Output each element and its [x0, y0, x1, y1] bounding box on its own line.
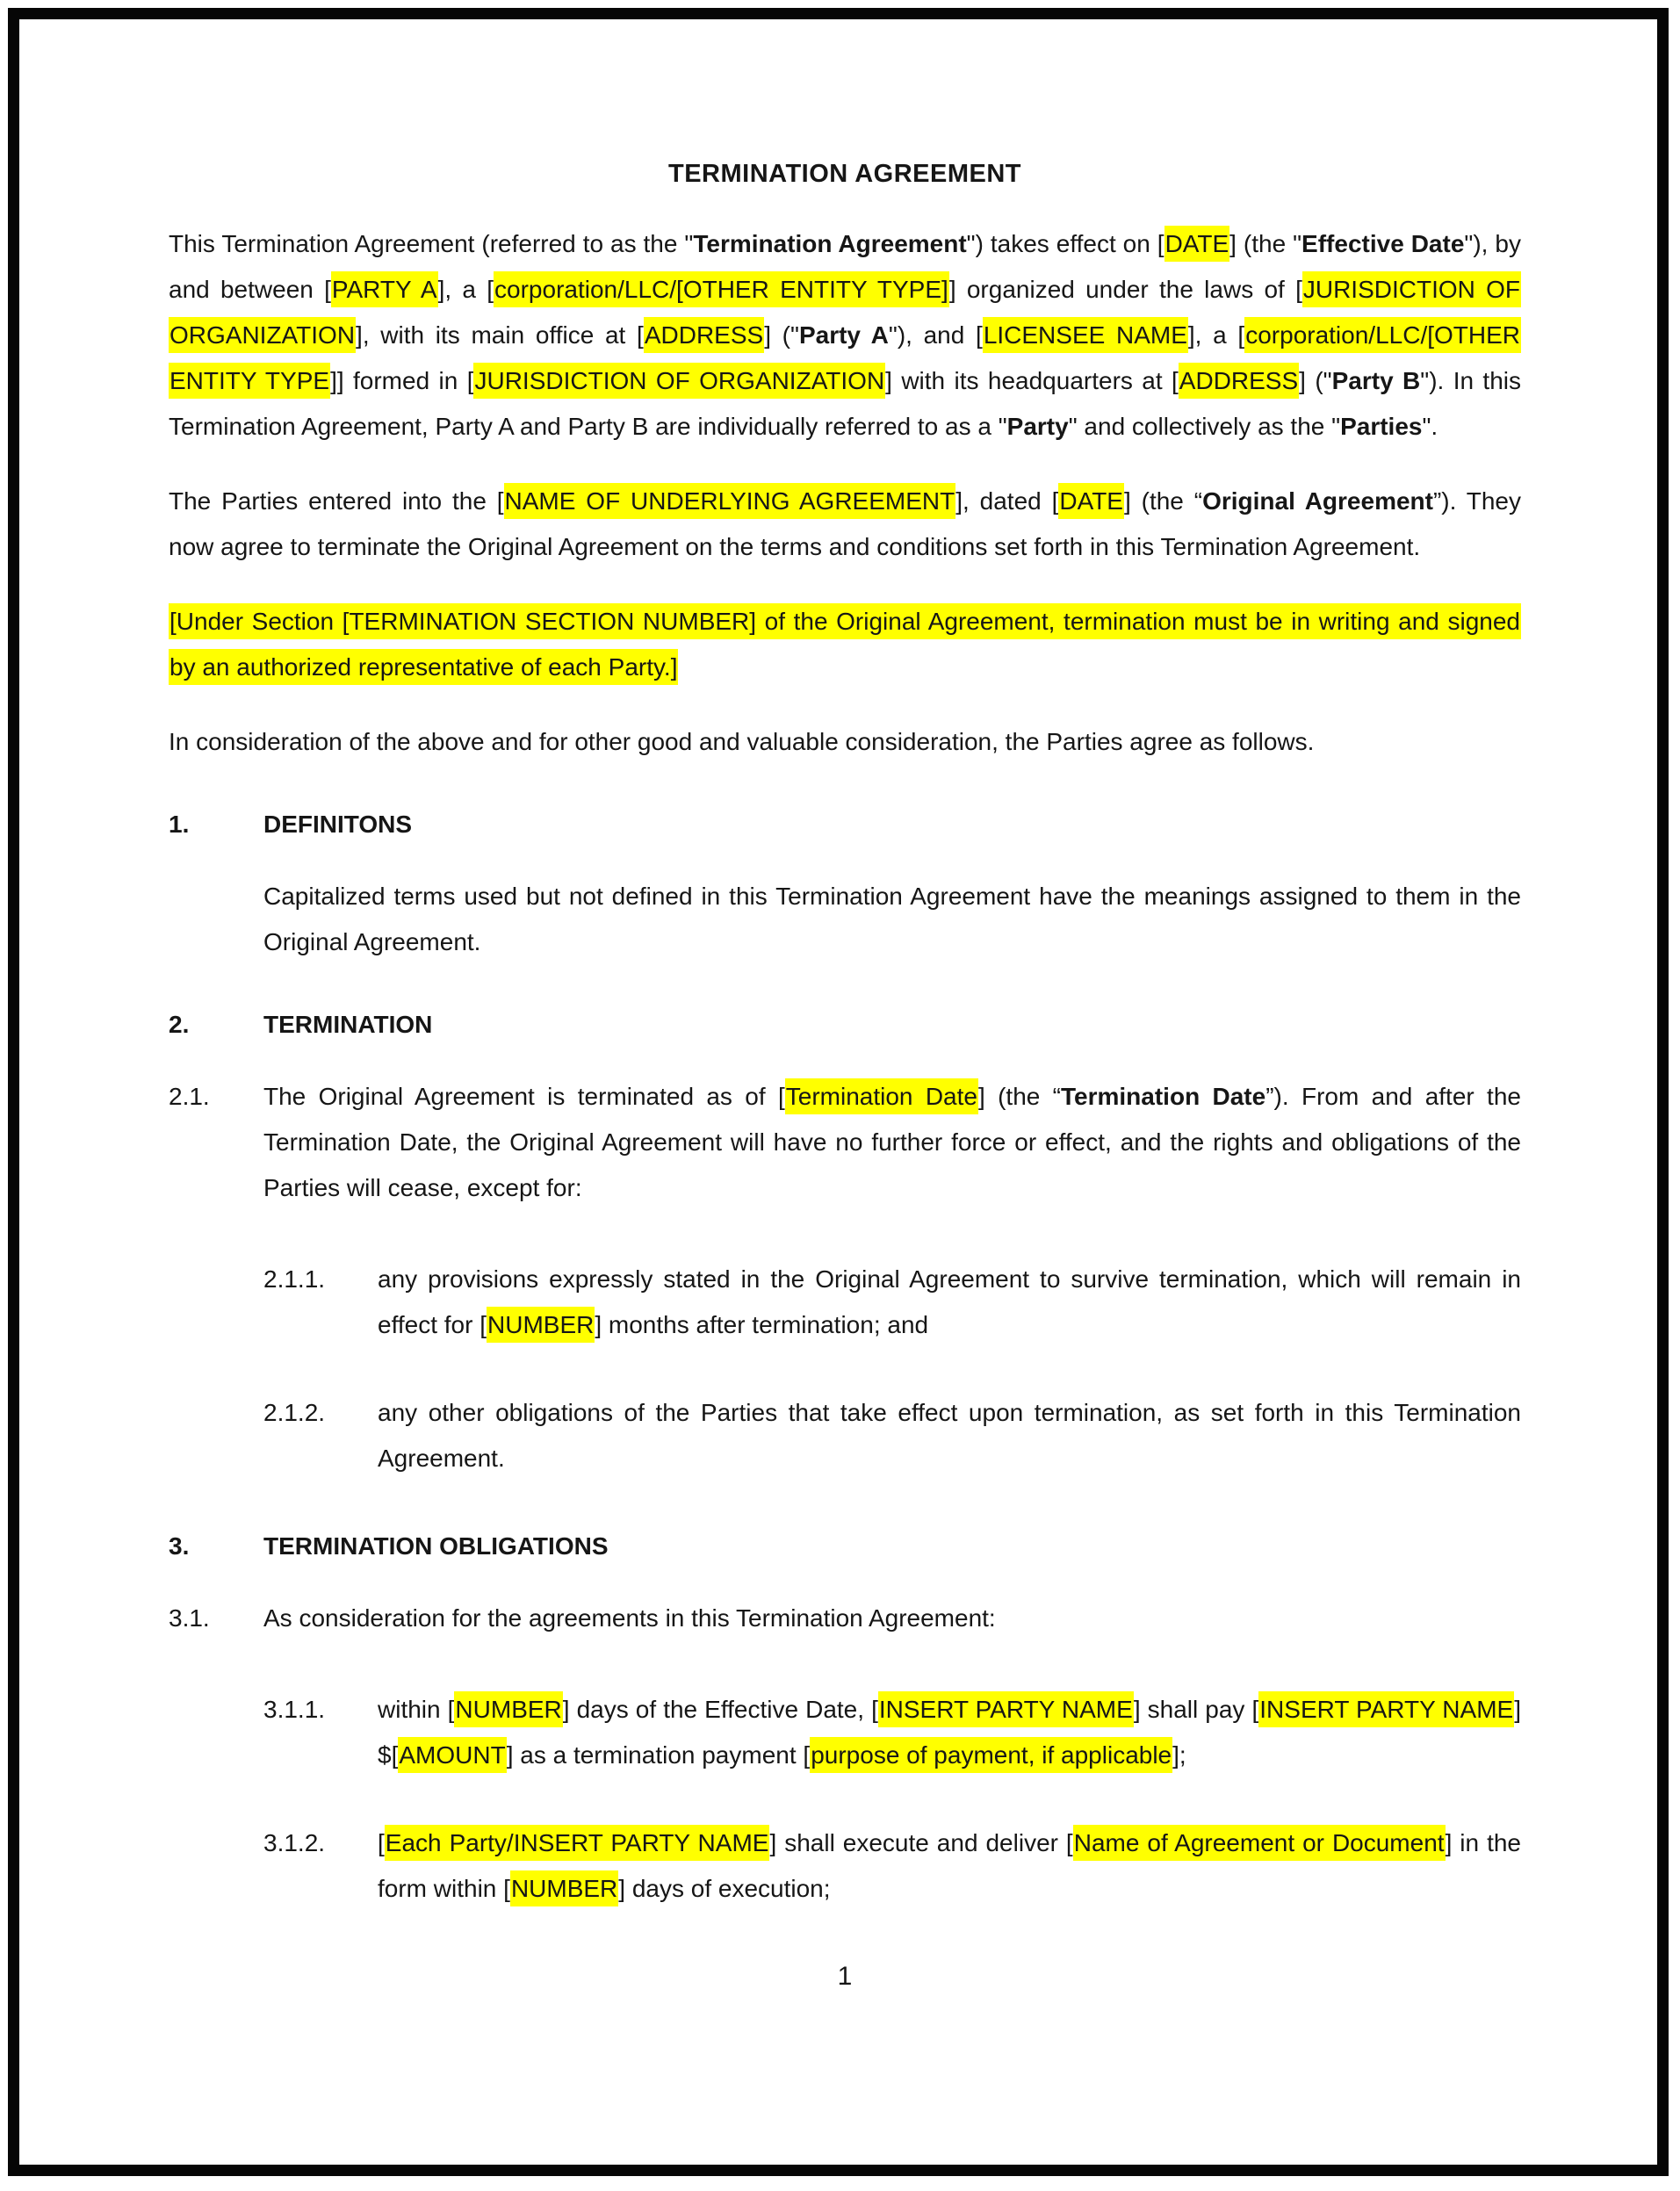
- highlighted-placeholder: NUMBER: [454, 1691, 562, 1727]
- text-segment: This Termination Agreement (referred to as the ": [169, 230, 694, 257]
- section-2-heading: [169, 1002, 1521, 1048]
- text-segment: any other obligations of the Parties that take effect upon termination, as set forth in this Termination Agreement.: [378, 1399, 1521, 1472]
- text-segment: any provisions expressly stated in the Original Agreement to survive termination, which will remain in effect for [: [378, 1265, 1521, 1338]
- highlighted-placeholder: AMOUNT: [398, 1737, 506, 1773]
- text-segment: ] $[: [378, 1696, 1521, 1769]
- highlighted-placeholder: corporation/LLC/[OTHER ENTITY TYPE]: [494, 271, 949, 307]
- text-segment: ] with its headquarters at [: [885, 367, 1179, 394]
- highlighted-placeholder: NUMBER: [487, 1307, 595, 1343]
- clause-number: 3.1.2.: [263, 1829, 326, 1856]
- text-segment: ] shall pay [: [1133, 1696, 1259, 1723]
- text-segment: As consideration for the agreements in this Termination Agreement:: [263, 1604, 996, 1632]
- highlighted-placeholder: purpose of payment, if applicable: [810, 1737, 1172, 1773]
- text-segment: ] (": [1299, 367, 1332, 394]
- clause-2-1-2: [263, 1390, 1521, 1481]
- section-title: DEFINITONS: [263, 811, 413, 838]
- highlighted-placeholder: INSERT PARTY NAME: [1258, 1691, 1514, 1727]
- bold-text-segment: Party B: [1331, 367, 1421, 394]
- section-3-heading: [169, 1524, 1521, 1569]
- highlighted-placeholder: NAME OF UNDERLYING AGREEMENT: [504, 483, 956, 519]
- clause-text: [263, 1596, 1521, 1641]
- highlighted-placeholder: LICENSEE NAME: [983, 317, 1188, 353]
- clause-text: [378, 1390, 1521, 1481]
- text-segment: [: [378, 1829, 385, 1856]
- text-segment: ".: [1422, 413, 1438, 440]
- text-segment: ]] formed in [: [330, 367, 474, 394]
- text-segment: ], a [: [437, 276, 494, 303]
- highlighted-placeholder: corporation/LLC/[OTHER ENTITY TYPE: [169, 317, 1521, 399]
- highlighted-placeholder: Name of Agreement or Document: [1073, 1825, 1446, 1861]
- highlighted-placeholder: Termination Date: [785, 1078, 978, 1114]
- clause-3-1-2: [263, 1820, 1521, 1912]
- section-number: 1.: [169, 811, 190, 838]
- bold-text-segment: Original Agreement: [1202, 487, 1433, 515]
- text-segment: ] (the ": [1229, 230, 1302, 257]
- clause-2-1: [169, 1074, 1521, 1211]
- highlighted-placeholder: PARTY A: [331, 271, 438, 307]
- highlighted-placeholder: NUMBER: [510, 1870, 618, 1906]
- bold-text-segment: Parties: [1340, 413, 1423, 440]
- text-segment: "). In this Termination Agreement, Party A and Party B are individually referred to as a ": [169, 367, 1521, 440]
- text-segment: ], a [: [1187, 321, 1245, 349]
- clause-number: 2.1.1.: [263, 1265, 326, 1293]
- text-segment: ] months after termination; and: [595, 1311, 929, 1338]
- highlighted-placeholder: JURISDICTION OF ORGANIZATION: [473, 363, 885, 399]
- text-segment: ] shall execute and deliver [: [769, 1829, 1073, 1856]
- highlighted-placeholder: ADDRESS: [644, 317, 764, 353]
- text-segment: ], with its main office at [: [356, 321, 644, 349]
- consideration-paragraph: [169, 719, 1521, 765]
- text-segment: ] days of execution;: [618, 1875, 831, 1902]
- recitals-paragraph: [169, 479, 1521, 570]
- highlighted-placeholder: JURISDICTION OF ORGANIZATION: [169, 271, 1521, 353]
- clause-number: 3.1.1.: [263, 1696, 326, 1723]
- text-segment: ];: [1172, 1741, 1186, 1769]
- page-number: 1: [837, 1962, 853, 1991]
- highlighted-placeholder: [Under Section [TERMINATION SECTION NUMBER] of the Original Agreement, termination must be in writing and signed by an authorized representative of each Party.]: [169, 603, 1521, 685]
- bold-text-segment: Party A: [798, 321, 889, 349]
- highlighted-placeholder: INSERT PARTY NAME: [878, 1691, 1134, 1727]
- highlighted-placeholder: ADDRESS: [1179, 363, 1299, 399]
- text-segment: In consideration of the above and for other good and valuable consideration, the Parties agree as follows.: [169, 728, 1315, 755]
- text-segment: ”). They now agree to terminate the Original Agreement on the terms and conditions set forth in this Termination Agreement.: [169, 487, 1522, 560]
- text-segment: ] (the “: [1123, 487, 1203, 515]
- intro-paragraph: [169, 221, 1521, 450]
- bold-text-segment: Termination Agreement: [693, 230, 967, 257]
- section-1-heading: [169, 802, 1521, 847]
- section-number: 3.: [169, 1532, 190, 1560]
- text-segment: "), by and between [: [169, 230, 1521, 303]
- document-body: [169, 151, 1521, 2000]
- text-segment: ] (": [764, 321, 799, 349]
- text-segment: ] organized under the laws of [: [948, 276, 1302, 303]
- highlighted-placeholder: Each Party/INSERT PARTY NAME: [385, 1825, 770, 1861]
- text-segment: "), and [: [888, 321, 983, 349]
- text-segment: The Original Agreement is terminated as of [: [263, 1083, 785, 1110]
- clause-number: 2.1.2.: [263, 1399, 326, 1426]
- text-segment: Capitalized terms used but not defined in this Termination Agreement have the meanings assigned to them in the Original Agreement.: [263, 883, 1521, 955]
- section-title: TERMINATION: [263, 1011, 433, 1038]
- bold-text-segment: Termination Date: [1061, 1083, 1266, 1110]
- text-segment: ”). From and after the Termination Date, the Original Agreement will have no further force or effect, and the rights and obligations of the Parties will cease, except for:: [263, 1083, 1521, 1201]
- text-segment: ], dated [: [955, 487, 1059, 515]
- section-number: 2.: [169, 1011, 190, 1038]
- text-segment: ") takes effect on [: [966, 230, 1164, 257]
- text-segment: " and collectively as the ": [1068, 413, 1341, 440]
- clause-3-1: [169, 1596, 1521, 1641]
- clause-text: [378, 1687, 1521, 1778]
- clause-2-1-1: [263, 1257, 1521, 1348]
- clause-3-1-1: [263, 1687, 1521, 1778]
- bold-text-segment: Party: [1006, 413, 1069, 440]
- document-title: TERMINATION AGREEMENT: [668, 160, 1021, 188]
- clause-text: [378, 1820, 1521, 1912]
- highlighted-placeholder: DATE: [1058, 483, 1124, 519]
- highlighted-placeholder: DATE: [1164, 226, 1230, 262]
- clause-text: [263, 1074, 1521, 1211]
- text-segment: ] days of the Effective Date, [: [562, 1696, 878, 1723]
- text-segment: within [: [378, 1696, 455, 1723]
- clause-text: [378, 1257, 1521, 1348]
- section-title: TERMINATION OBLIGATIONS: [263, 1532, 609, 1560]
- text-segment: ] in the form within [: [378, 1829, 1521, 1902]
- termination-notice-paragraph: [169, 599, 1521, 690]
- text-segment: The Parties entered into the [: [169, 487, 504, 515]
- text-segment: ] (the “: [977, 1083, 1062, 1110]
- clause-number: 2.1.: [169, 1083, 210, 1110]
- bold-text-segment: Effective Date: [1301, 230, 1465, 257]
- definitions-paragraph: [263, 874, 1521, 965]
- clause-number: 3.1.: [169, 1604, 210, 1632]
- text-segment: ] as a termination payment [: [506, 1741, 811, 1769]
